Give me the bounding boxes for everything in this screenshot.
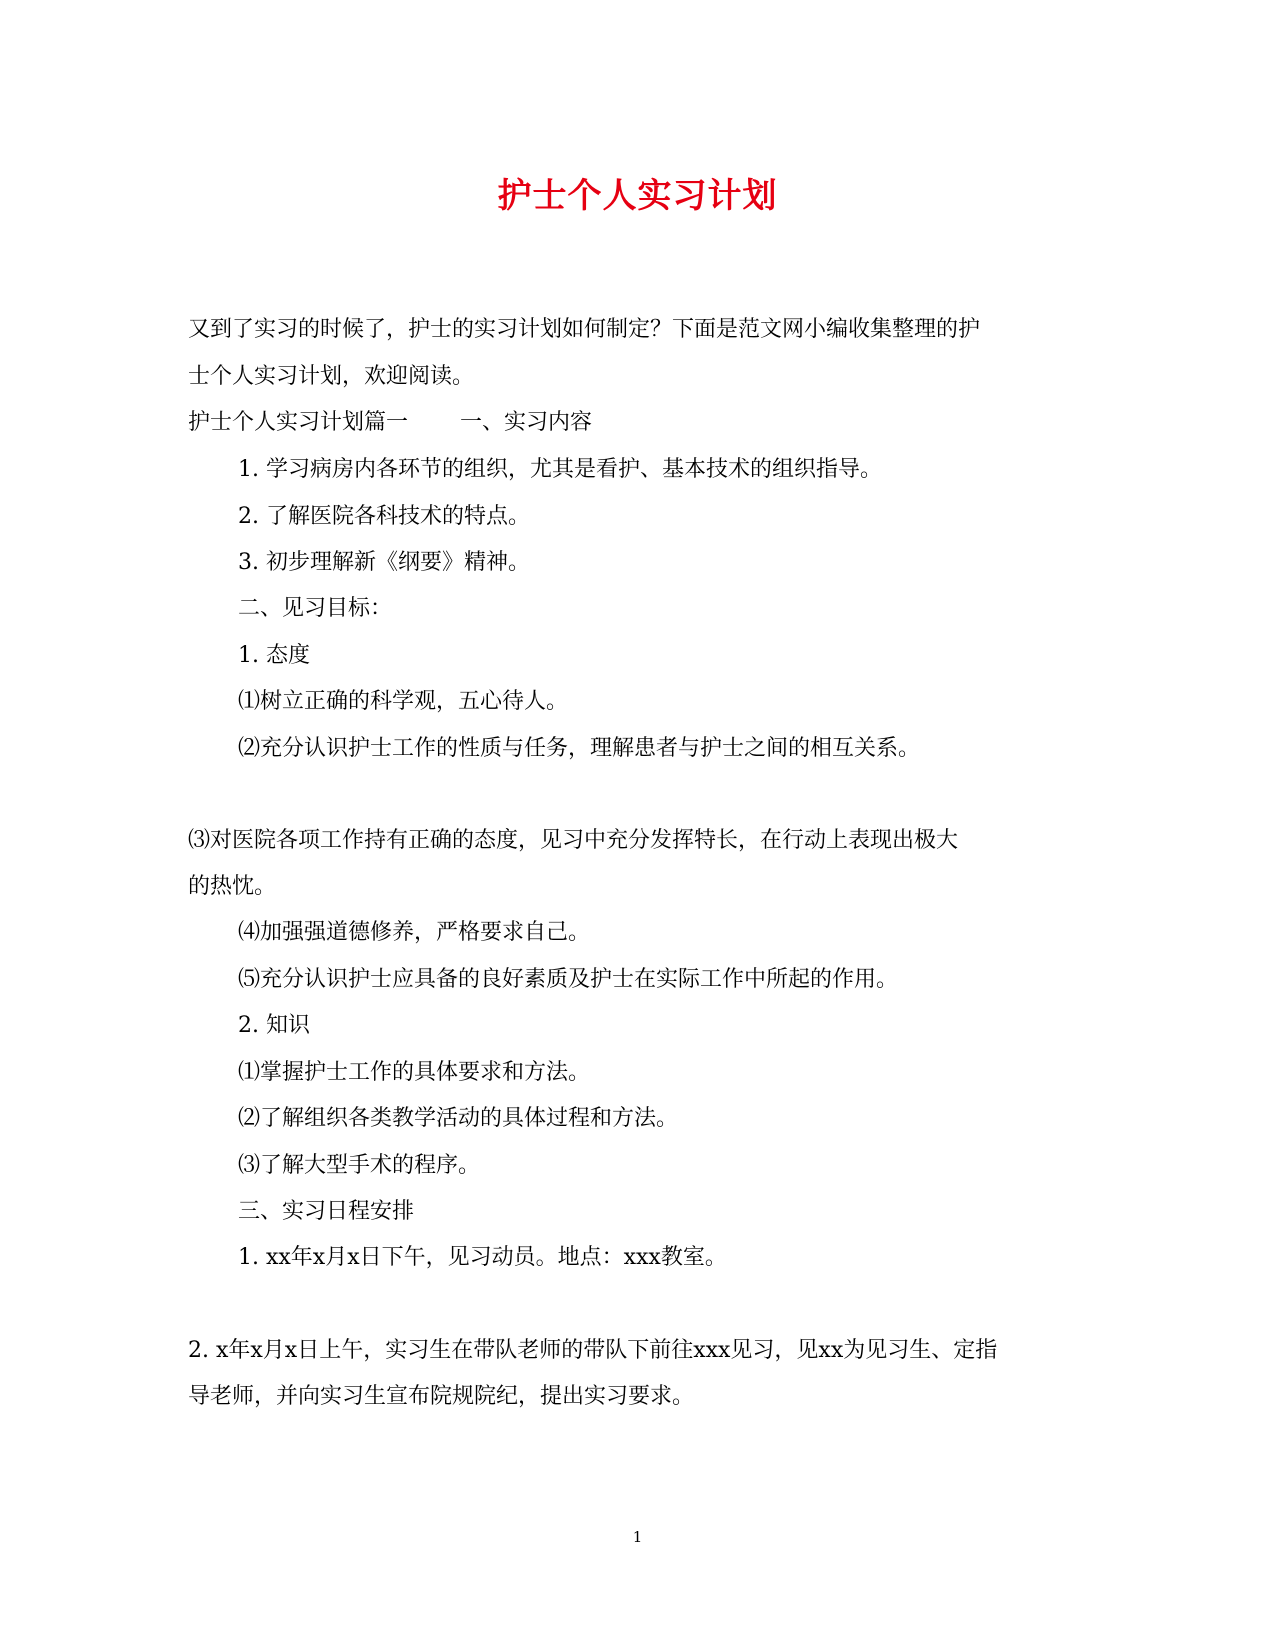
knowledge-item-3: ⑶了解大型手术的程序。	[238, 1153, 481, 1178]
attitude-item-3-line-2: 的热忱。	[188, 874, 277, 899]
knowledge-heading: 2. 知识	[238, 1013, 310, 1038]
section-two-heading: 二、见习目标：	[238, 596, 393, 621]
knowledge-item-2: ⑵了解组织各类教学活动的具体过程和方法。	[238, 1106, 679, 1131]
content-item-2: 2. 了解医院各科技术的特点。	[238, 504, 530, 529]
section-heading: 护士个人实习计划篇一	[188, 410, 409, 435]
page-number: 1	[632, 1528, 643, 1546]
document-title: 护士个人实习计划	[497, 176, 778, 216]
schedule-item-2-line-2: 导老师，并向实习生宣布院规院纪，提出实习要求。	[188, 1384, 695, 1409]
intro-line-1: 又到了实习的时候了，护士的实习计划如何制定？下面是范文网小编收集整理的护	[188, 317, 981, 342]
attitude-item-1: ⑴树立正确的科学观，五心待人。	[238, 689, 569, 714]
section-one-heading: 一、实习内容	[460, 410, 593, 435]
attitude-item-5: ⑸充分认识护士应具备的良好素质及护士在实际工作中所起的作用。	[238, 967, 899, 992]
schedule-item-2-line-1: 2. x年x月x日上午，实习生在带队老师的带队下前往xxx见习，见xx为见习生、定指	[188, 1338, 998, 1363]
attitude-item-4: ⑷加强强道德修养，严格要求自己。	[238, 920, 591, 945]
attitude-item-2: ⑵充分认识护士工作的性质与任务，理解患者与护士之间的相互关系。	[238, 736, 921, 761]
schedule-item-1: 1. xx年x月x日下午，见习动员。地点：xxx教室。	[238, 1245, 727, 1270]
attitude-heading: 1. 态度	[238, 643, 310, 668]
attitude-item-3-line-1: ⑶对医院各项工作持有正确的态度，见习中充分发挥特长，在行动上表现出极大	[188, 828, 959, 853]
knowledge-item-1: ⑴掌握护士工作的具体要求和方法。	[238, 1060, 591, 1085]
content-item-3: 3. 初步理解新《纲要》精神。	[238, 550, 530, 575]
content-item-1: 1. 学习病房内各环节的组织，尤其是看护、基本技术的组织指导。	[238, 457, 882, 482]
section-heading-row	[188, 408, 592, 438]
intro-line-2: 士个人实习计划，欢迎阅读。	[188, 364, 475, 389]
section-three-heading: 三、实习日程安排	[238, 1199, 415, 1224]
